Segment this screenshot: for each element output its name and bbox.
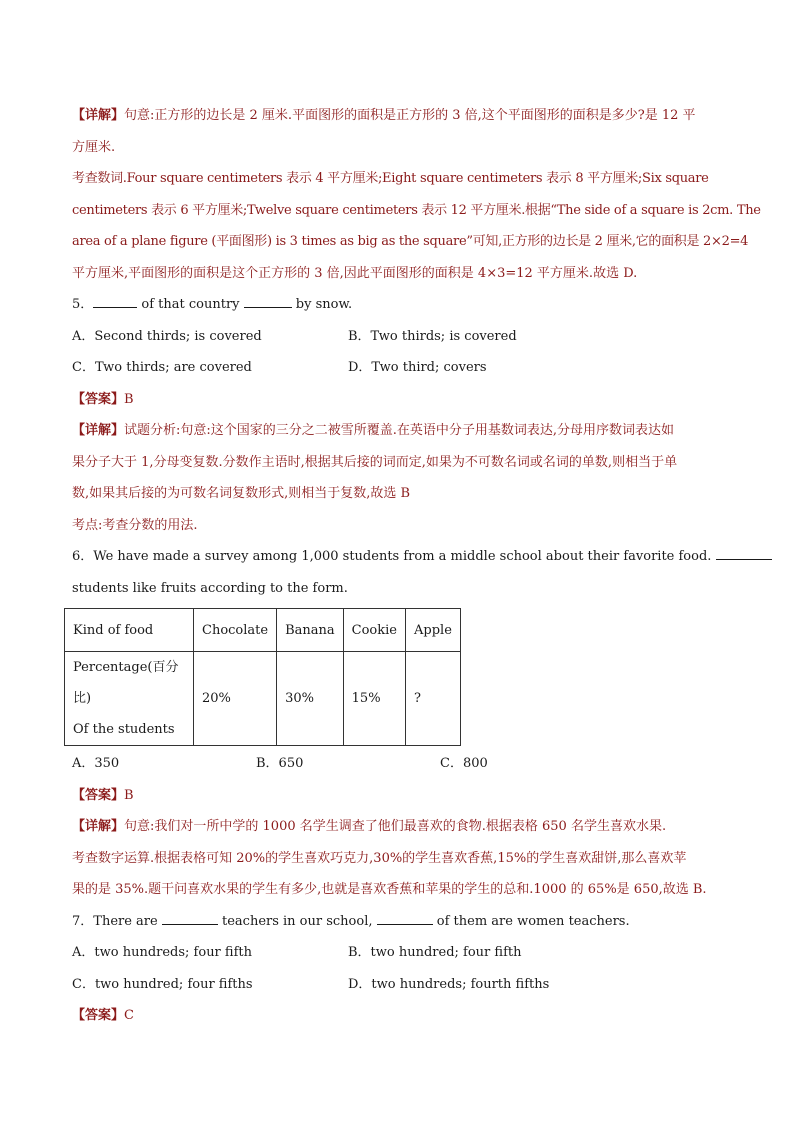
row-label-line: Of the students: [73, 722, 175, 737]
option-a: A．Second thirds; is covered: [72, 328, 262, 344]
table-cell: ?: [406, 652, 461, 746]
detail-tag: 【详解】: [72, 423, 125, 438]
table-cell: 15%: [343, 652, 405, 746]
table-header-row: [65, 609, 461, 652]
q4-detail-line: [72, 100, 722, 132]
q4-detail-line: centimeters 表示 6 平方厘米;Twelve square centimeters 表示 12 平方厘米.根据“The side of a square is 2cm. The: [72, 202, 761, 218]
option-b: B．Two thirds; is covered: [348, 328, 517, 344]
q4-detail-line: area of a plane figure (平面图形) is 3 times as big as the square”可知,正方形的边长是 2 厘米,它的面积是 2×2=4: [72, 234, 749, 249]
table-cell: Kind of food: [65, 609, 194, 652]
answer-value: B: [124, 787, 134, 803]
table-cell: 30%: [277, 652, 344, 746]
row-label-line: Percentage(百分比): [73, 660, 179, 706]
table-row-label: [65, 652, 194, 746]
detail-tag: 【详解】: [72, 108, 125, 123]
answer-value: C: [124, 1008, 134, 1023]
question-5: [72, 289, 722, 321]
option-d: D．Two third; covers: [348, 360, 487, 375]
document-page: [72, 100, 761, 1032]
question-6: [72, 541, 722, 573]
q6-detail-line: [72, 811, 722, 843]
table-cell: Chocolate: [194, 609, 277, 652]
answer-tag: 【答案】: [72, 787, 125, 803]
answer-blank: [244, 295, 292, 308]
answer-tag: 【答案】: [72, 391, 125, 407]
option-c: C．800: [440, 756, 488, 771]
question-number: 7．: [72, 913, 94, 929]
q5-detail-line: 数,如果其后接的为可数名词复数形式,则相当于复数,故选 B: [72, 486, 411, 501]
detail-tag: 【详解】: [72, 819, 125, 834]
question-number: 5．: [72, 297, 94, 312]
options-row: [72, 937, 722, 969]
answer-line: [72, 780, 722, 812]
question-7: [72, 906, 722, 938]
options-row: [72, 321, 722, 353]
question-text: by snow.: [291, 297, 353, 312]
option-c: C．Two thirds; are covered: [72, 360, 252, 375]
option-a: A．350: [72, 756, 120, 771]
q6-detail-line: 考查数字运算.根据表格可知 20%的学生喜欢巧克力,30%的学生喜欢香蕉,15%的学生喜欢甜饼,那么喜欢苹: [72, 850, 687, 866]
options-row: [72, 352, 722, 384]
question-text: There are: [93, 913, 162, 929]
options-row: [72, 969, 722, 1001]
option-a: A．two hundreds; four fifth: [72, 945, 252, 960]
q6-detail-line: 果的是 35%.题干问喜欢水果的学生有多少,也就是喜欢香蕉和苹果的学生的总和.1000 的 65%是 650,故选 B.: [72, 882, 707, 897]
detail-text: 句意:我们对一所中学的 1000 名学生调查了他们最喜欢的食物.根据表格 650 名学生喜欢水果.: [124, 819, 667, 834]
question-text: teachers in our school,: [217, 913, 377, 929]
detail-text: 句意:正方形的边长是 2 厘米.平面图形的面积是正方形的 3 倍,这个平面图形的面积是多少?是 12 平: [124, 108, 696, 123]
table-cell: Cookie: [343, 609, 405, 652]
table-cell: Apple: [406, 609, 461, 652]
q4-detail-line: 考查数词.Four square centimeters 表示 4 平方厘米;Eight square centimeters 表示 8 平方厘米;Six square: [72, 171, 709, 186]
question-text: of them are women teachers.: [432, 913, 630, 929]
answer-value: B: [124, 391, 134, 407]
q5-point-line: 考点:考查分数的用法.: [72, 517, 198, 533]
q5-detail-line: 果分子大于 1,分母变复数.分数作主语时,根据其后接的词而定,如果为不可数名词或名词的单数,则相当于单: [72, 454, 678, 470]
q5-detail-line: [72, 415, 722, 447]
option-b: B．two hundred; four fifth: [348, 945, 522, 960]
food-table: [64, 608, 461, 746]
options-row: [72, 748, 722, 780]
answer-line: [72, 1000, 722, 1032]
answer-tag: 【答案】: [72, 1008, 125, 1023]
option-c: C．two hundred; four fifths: [72, 976, 253, 992]
table-cell: Banana: [277, 609, 344, 652]
option-d: D．two hundreds; fourth fifths: [348, 976, 550, 992]
answer-blank: [716, 547, 772, 560]
question-text: of that country: [137, 297, 244, 312]
option-b: B．650: [256, 756, 304, 771]
table-row: [65, 652, 461, 746]
table-cell: 20%: [194, 652, 277, 746]
q4-detail-line: 方厘米.: [72, 139, 116, 155]
detail-text: 试题分析:句意:这个国家的三分之二被雪所覆盖.在英语中分子用基数词表达,分母用序数词表达如: [124, 423, 675, 438]
question-text: We have made a survey among 1,000 students from a middle school about their favorite food.: [93, 549, 712, 564]
question-6-cont: students like fruits according to the form.: [72, 580, 348, 596]
question-number: 6．: [72, 549, 94, 564]
answer-blank: [162, 912, 218, 925]
answer-line: [72, 384, 722, 416]
q4-detail-line: 平方厘米,平面图形的面积是这个正方形的 3 倍,因此平面图形的面积是 4×3=12 平方厘米.故选 D.: [72, 265, 638, 281]
answer-blank: [93, 295, 137, 308]
answer-blank: [377, 912, 433, 925]
